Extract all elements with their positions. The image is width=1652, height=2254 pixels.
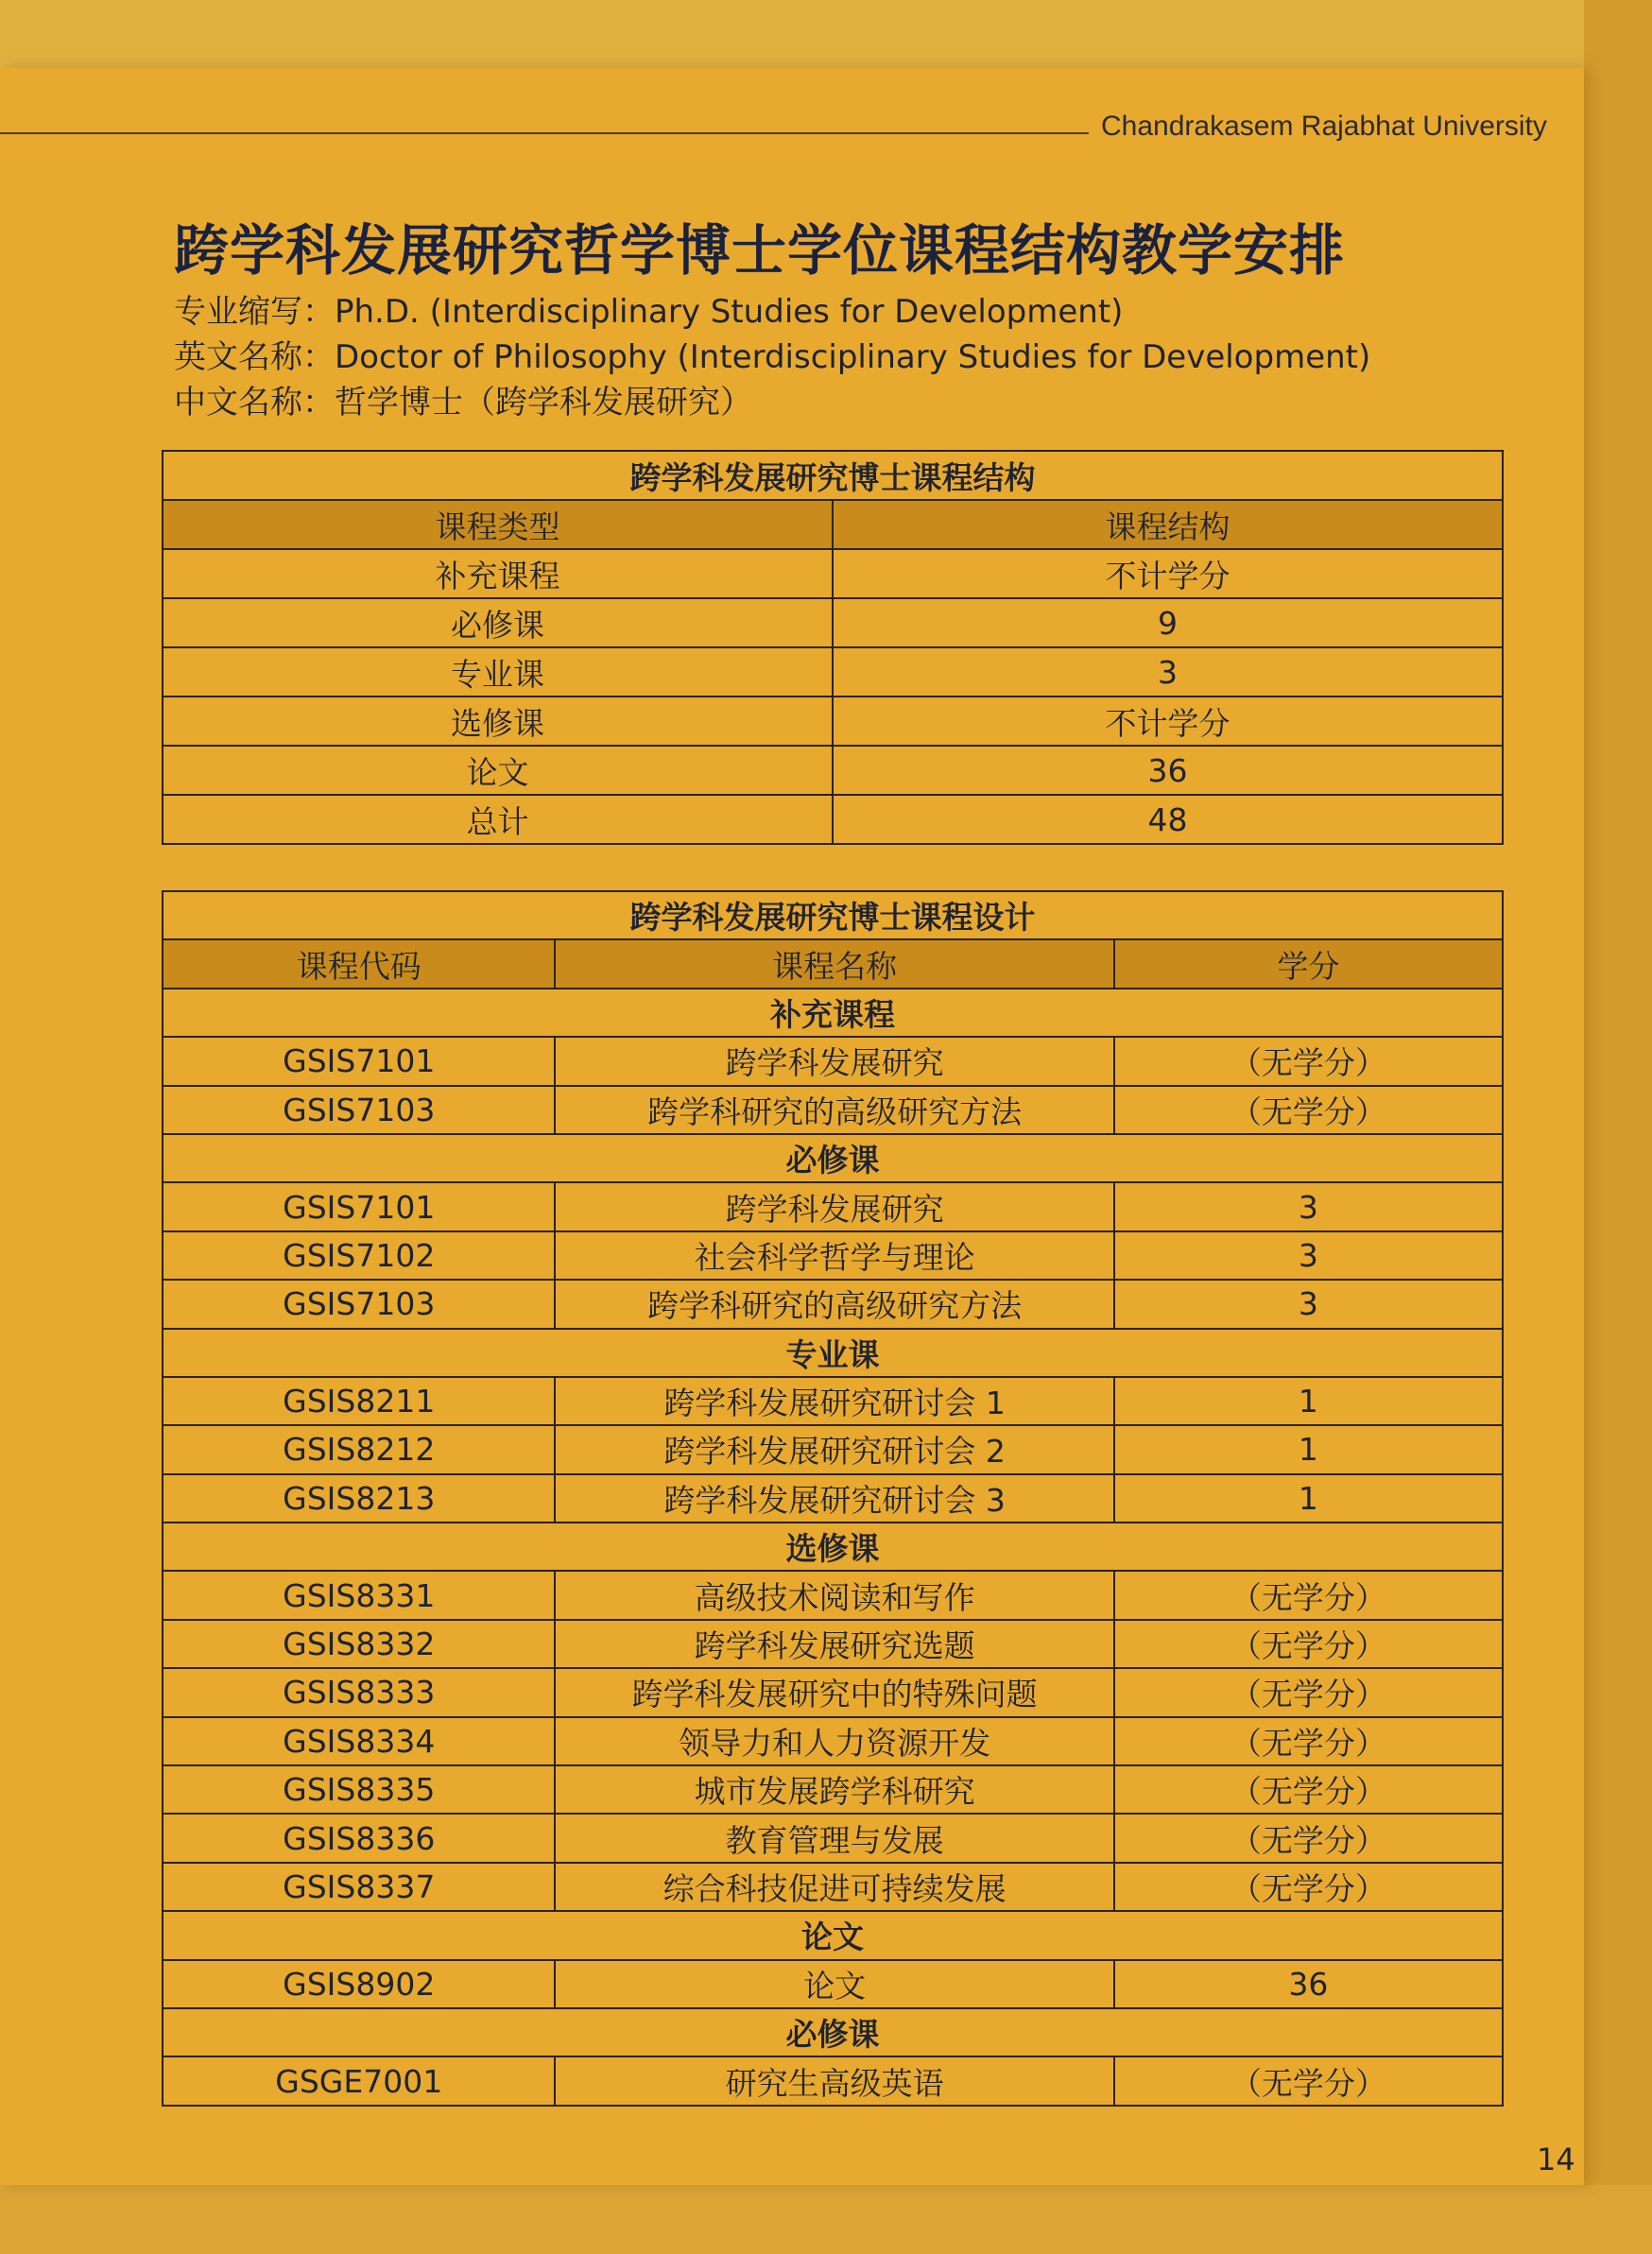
bottom-border-band — [0, 2185, 1652, 2254]
course-name-cell: 社会科学哲学与理论 — [555, 1231, 1113, 1280]
credit-cell: （无学分） — [1114, 1814, 1503, 1862]
course-name-cell: 跨学科发展研究 — [555, 1037, 1113, 1085]
credit-cell: 1 — [1114, 1425, 1503, 1473]
curriculum-structure-table — [162, 450, 1504, 845]
course-name-cell: 教育管理与发展 — [555, 1814, 1113, 1862]
course-type-cell: 专业课 — [163, 647, 833, 697]
course-name-cell: 领导力和人力资源开发 — [555, 1717, 1113, 1765]
section-title: 论文 — [163, 1911, 1503, 1959]
course-name-cell: 综合科技促进可持续发展 — [555, 1863, 1113, 1911]
section-title: 补充课程 — [163, 989, 1503, 1037]
section-title: 专业课 — [163, 1329, 1503, 1377]
course-code-cell: GSIS8336 — [163, 1814, 555, 1862]
course-name-cell: 跨学科发展研究中的特殊问题 — [555, 1668, 1113, 1716]
section-row — [163, 1523, 1503, 1571]
table-header-row — [163, 500, 1503, 549]
table-row — [163, 1960, 1503, 2008]
course-name-cell: 研究生高级英语 — [555, 2056, 1113, 2105]
course-type-cell: 补充课程 — [163, 549, 833, 598]
table-row — [163, 795, 1503, 844]
table-caption-row — [163, 891, 1503, 939]
course-code-cell: GSIS8334 — [163, 1717, 555, 1765]
column-header: 学分 — [1114, 939, 1503, 988]
credit-cell: （无学分） — [1114, 1765, 1503, 1814]
credit-cell: 3 — [1114, 1182, 1503, 1230]
university-name: Chandrakasem Rajabhat University — [1101, 111, 1547, 142]
section-row — [163, 1911, 1503, 1959]
section-row — [163, 2008, 1503, 2056]
course-name-cell: 城市发展跨学科研究 — [555, 1765, 1113, 1814]
course-code-cell: GSIS8211 — [163, 1377, 555, 1425]
course-code-cell: GSIS7103 — [163, 1280, 555, 1328]
column-header: 课程结构 — [833, 500, 1503, 549]
course-structure-cell: 48 — [833, 795, 1503, 844]
abbreviation-line: 专业缩写：Ph.D. (Interdisciplinary Studies for Development) — [174, 293, 1124, 331]
course-code-cell: GSIS8902 — [163, 1960, 555, 2008]
course-type-cell: 论文 — [163, 746, 833, 795]
table-row — [163, 1620, 1503, 1668]
credit-cell: 36 — [1114, 1960, 1503, 2008]
course-code-cell: GSGE7001 — [163, 2056, 555, 2105]
table-row — [163, 1377, 1503, 1425]
course-code-cell: GSIS8212 — [163, 1425, 555, 1473]
table-row — [163, 697, 1503, 746]
table-caption: 跨学科发展研究博士课程结构 — [163, 451, 1503, 500]
credit-cell: （无学分） — [1114, 1037, 1503, 1085]
course-name-cell: 跨学科发展研究研讨会 2 — [555, 1425, 1113, 1473]
course-code-cell: GSIS8332 — [163, 1620, 555, 1668]
table-row — [163, 1668, 1503, 1716]
course-name-cell: 跨学科研究的高级研究方法 — [555, 1280, 1113, 1328]
course-structure-cell: 3 — [833, 647, 1503, 697]
credit-cell: （无学分） — [1114, 2056, 1503, 2105]
section-title: 必修课 — [163, 1134, 1503, 1182]
column-header: 课程代码 — [163, 939, 555, 988]
table-row — [163, 1717, 1503, 1765]
course-code-cell: GSIS8213 — [163, 1474, 555, 1523]
credit-cell: （无学分） — [1114, 1086, 1503, 1134]
table-row — [163, 1231, 1503, 1280]
credit-cell: （无学分） — [1114, 1863, 1503, 1911]
course-name-cell: 论文 — [555, 1960, 1113, 2008]
table-row — [163, 746, 1503, 795]
table-row — [163, 1765, 1503, 1814]
course-code-cell: GSIS7101 — [163, 1037, 555, 1085]
course-structure-cell: 9 — [833, 598, 1503, 647]
table-header-row — [163, 939, 1503, 988]
course-type-cell: 必修课 — [163, 598, 833, 647]
column-header: 课程名称 — [555, 939, 1113, 988]
table-row — [163, 1814, 1503, 1862]
table-row — [163, 1280, 1503, 1328]
course-code-cell: GSIS7102 — [163, 1231, 555, 1280]
course-code-cell: GSIS8333 — [163, 1668, 555, 1716]
credit-cell: （无学分） — [1114, 1571, 1503, 1619]
section-row — [163, 989, 1503, 1037]
table-row — [163, 1425, 1503, 1473]
credit-cell: 1 — [1114, 1377, 1503, 1425]
english-name-line: 英文名称：Doctor of Philosophy (Interdisciplinary Studies for Development) — [174, 338, 1371, 376]
section-row — [163, 1329, 1503, 1377]
section-title: 选修课 — [163, 1523, 1503, 1571]
section-title: 必修课 — [163, 2008, 1503, 2056]
course-type-cell: 选修课 — [163, 697, 833, 746]
credit-cell: 1 — [1114, 1474, 1503, 1523]
right-border-band — [1584, 0, 1652, 2254]
course-structure-cell: 36 — [833, 746, 1503, 795]
course-code-cell: GSIS8337 — [163, 1863, 555, 1911]
table-caption: 跨学科发展研究博士课程设计 — [163, 891, 1503, 939]
course-structure-cell: 不计学分 — [833, 697, 1503, 746]
course-structure-cell: 不计学分 — [833, 549, 1503, 598]
course-name-cell: 跨学科发展研究选题 — [555, 1620, 1113, 1668]
course-name-cell: 跨学科发展研究研讨会 3 — [555, 1474, 1113, 1523]
credit-cell: （无学分） — [1114, 1620, 1503, 1668]
table-row — [163, 1086, 1503, 1134]
credit-cell: （无学分） — [1114, 1717, 1503, 1765]
course-name-cell: 跨学科发展研究研讨会 1 — [555, 1377, 1113, 1425]
column-header: 课程类型 — [163, 500, 833, 549]
page-number: 14 — [1537, 2142, 1575, 2177]
section-row — [163, 1134, 1503, 1182]
table-row — [163, 1863, 1503, 1911]
table-row — [163, 1182, 1503, 1230]
table-caption-row — [163, 451, 1503, 500]
course-code-cell: GSIS7103 — [163, 1086, 555, 1134]
chinese-name-line: 中文名称：哲学博士（跨学科发展研究） — [174, 384, 752, 422]
curriculum-design-table — [162, 890, 1504, 2107]
course-name-cell: 高级技术阅读和写作 — [555, 1571, 1113, 1619]
table-row — [163, 1037, 1503, 1085]
table-row — [163, 647, 1503, 697]
course-code-cell: GSIS8335 — [163, 1765, 555, 1814]
header-rule — [0, 132, 1089, 134]
table-row — [163, 598, 1503, 647]
credit-cell: （无学分） — [1114, 1668, 1503, 1716]
page-title: 跨学科发展研究哲学博士学位课程结构教学安排 — [174, 218, 1346, 283]
table-row — [163, 549, 1503, 598]
course-name-cell: 跨学科研究的高级研究方法 — [555, 1086, 1113, 1134]
course-code-cell: GSIS8331 — [163, 1571, 555, 1619]
credit-cell: 3 — [1114, 1231, 1503, 1280]
credit-cell: 3 — [1114, 1280, 1503, 1328]
course-type-cell: 总计 — [163, 795, 833, 844]
course-name-cell: 跨学科发展研究 — [555, 1182, 1113, 1230]
table-row — [163, 1571, 1503, 1619]
program-meta — [174, 289, 1370, 425]
top-border-band — [0, 0, 1652, 68]
course-code-cell: GSIS7101 — [163, 1182, 555, 1230]
table-row — [163, 2056, 1503, 2105]
table-row — [163, 1474, 1503, 1523]
